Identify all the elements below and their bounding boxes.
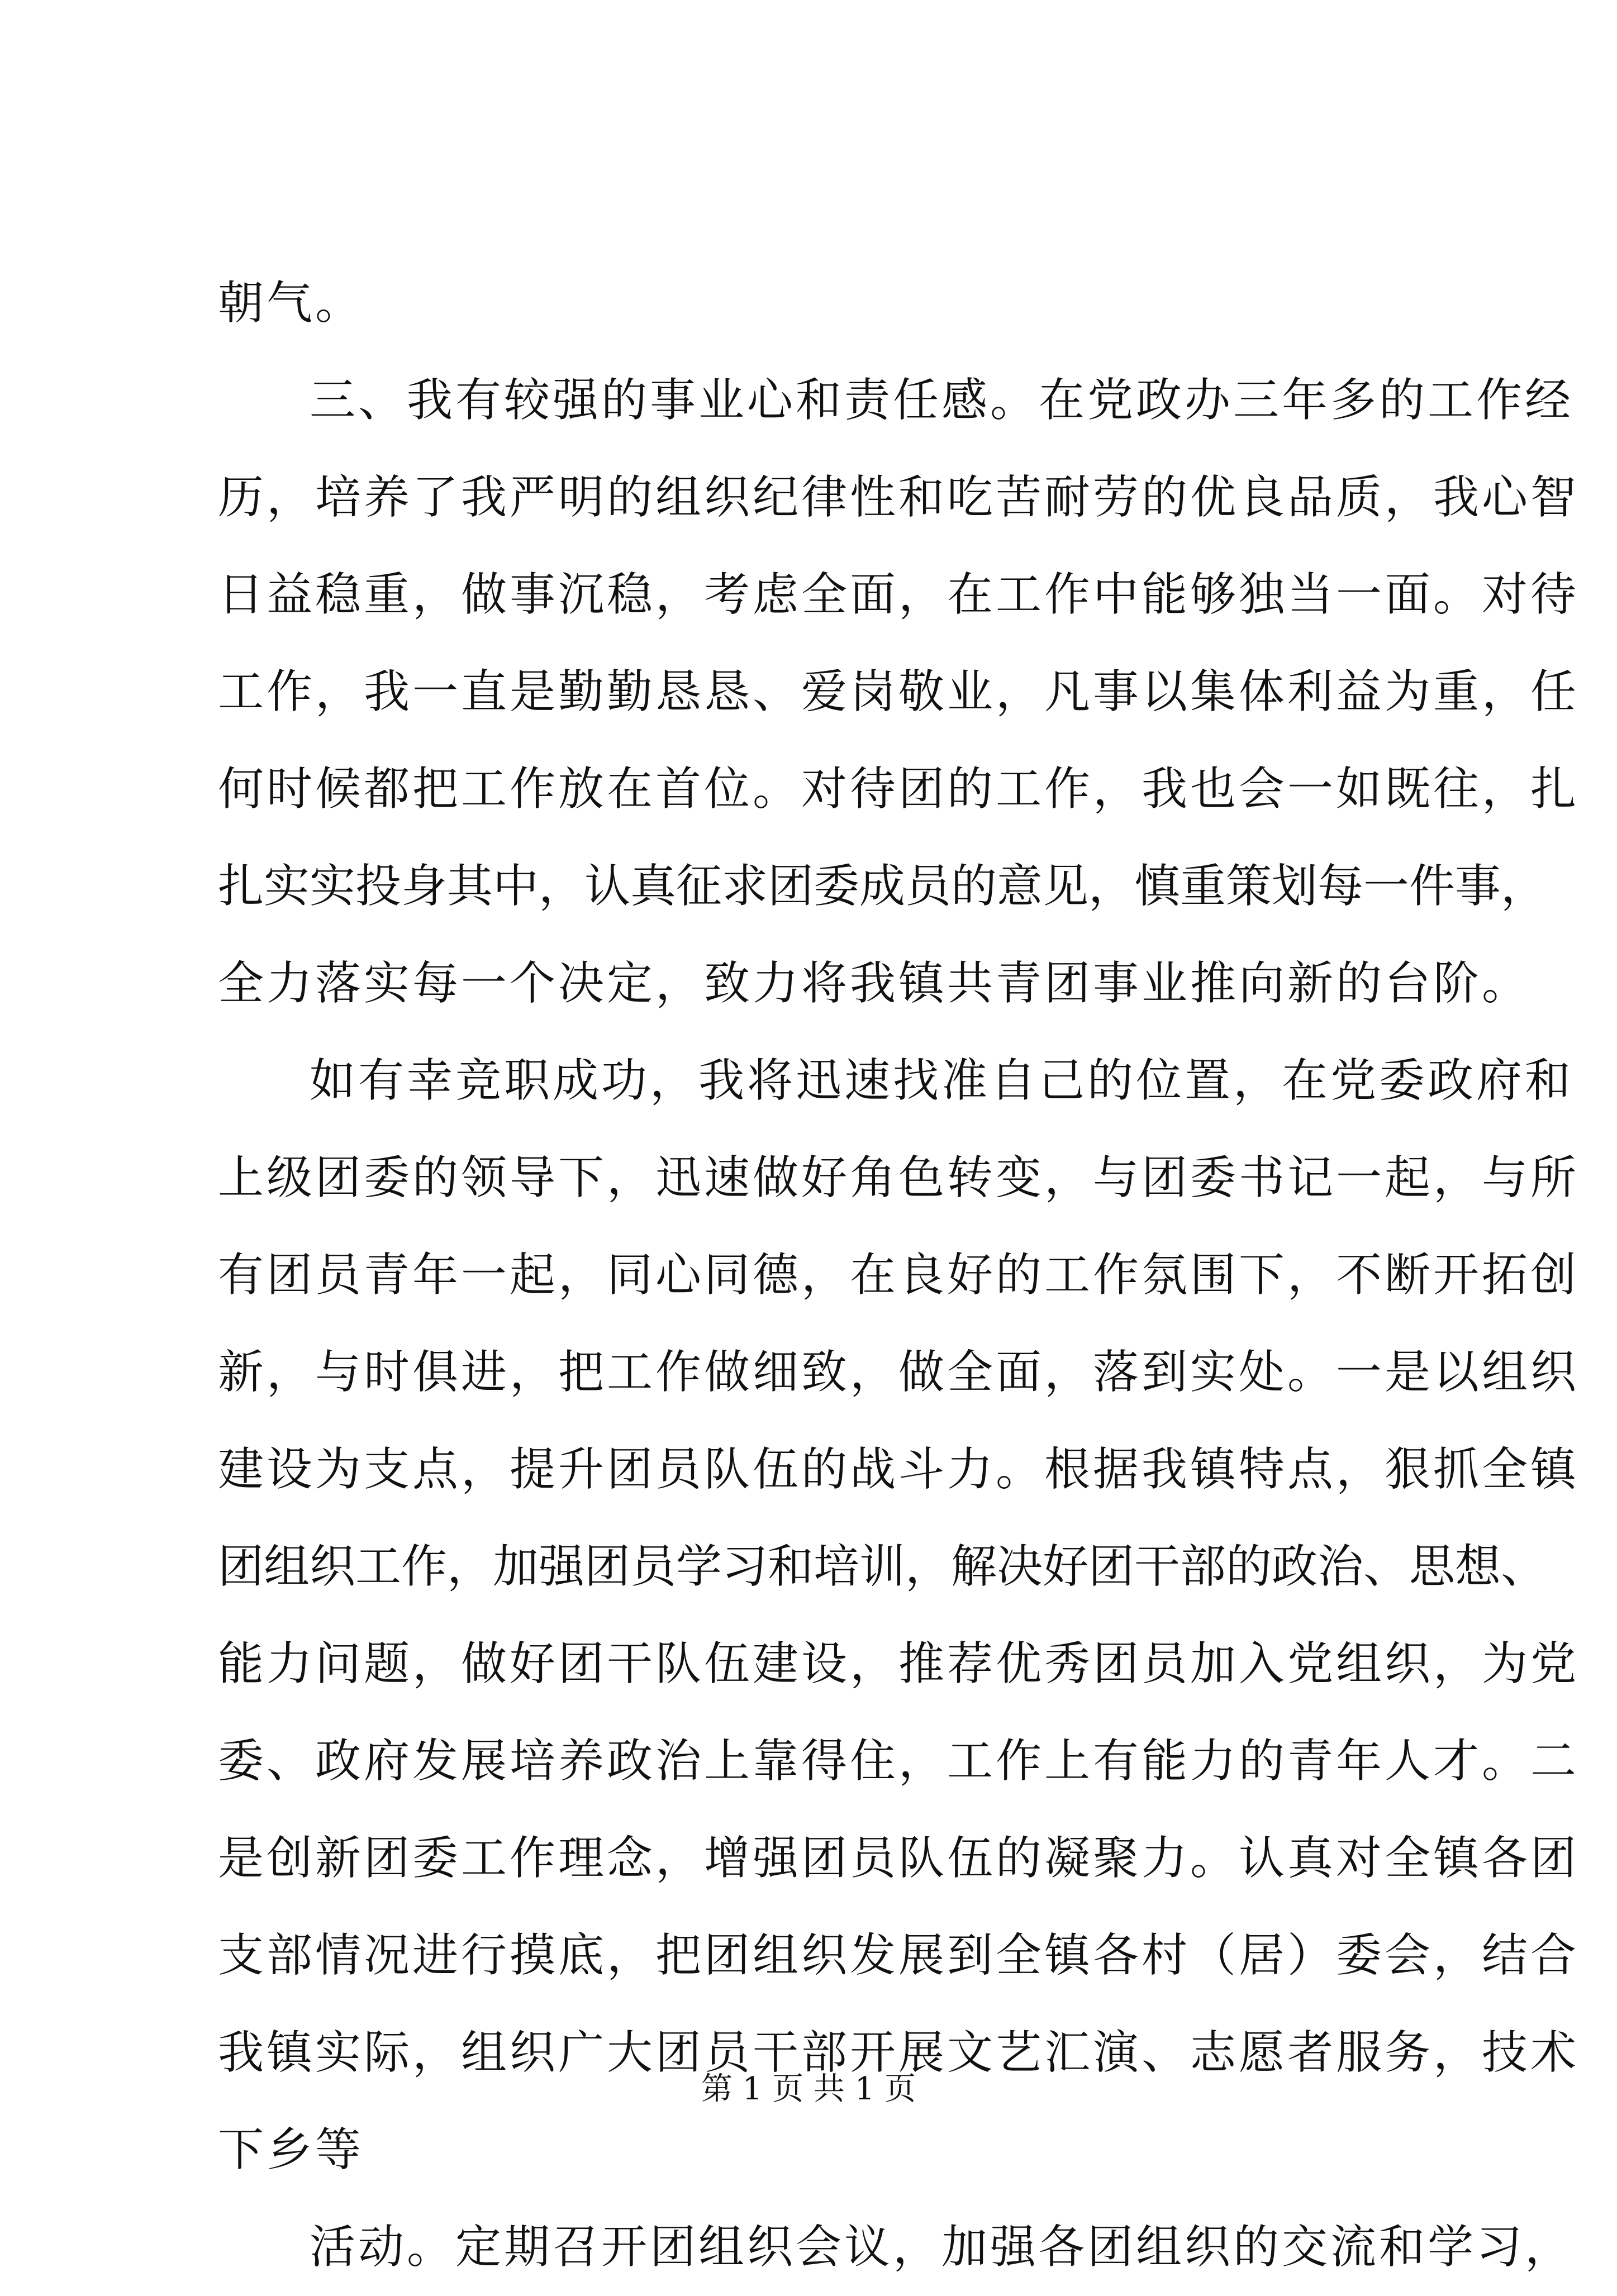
text-line: 何时候都把工作放在首位。对待团的工作，我也会一如既往，扎 xyxy=(218,763,1580,816)
text-line: 上级团委的领导下，迅速做好角色转变，与团委书记一起，与所 xyxy=(218,1151,1580,1204)
page-footer xyxy=(0,2067,1617,2112)
text-line: 新，与时俱进，把工作做细致，做全面，落到实处。一是以组织 xyxy=(218,1346,1580,1399)
text-line: 团组织工作，加强团员学习和培训，解决好团干部的政治、思想、 xyxy=(218,1540,1547,1593)
text-line: 朝气。 xyxy=(218,277,364,330)
text-line: 活动。定期召开团组织会议，加强各团组织的交流和学习， xyxy=(310,2221,1574,2274)
text-line: 有团员青年一起，同心同德，在良好的工作氛围下，不断开拓创 xyxy=(218,1249,1580,1302)
text-line: 扎实实投身其中，认真征求团委成员的意见，慎重策划每一件事， xyxy=(218,860,1547,913)
text-line: 日益稳重，做事沉稳，考虑全面，在工作中能够独当一面。对待 xyxy=(218,568,1580,621)
text-line: 下乡等 xyxy=(218,2123,364,2176)
text-line: 支部情况进行摸底，把团组织发展到全镇各村（居）委会，结合 xyxy=(218,1929,1580,1982)
text-line: 全力落实每一个决定，致力将我镇共青团事业推向新的台阶。 xyxy=(218,957,1531,1010)
page-number-label: 第 1 页 共 1 页 xyxy=(701,2071,916,2107)
text-line: 是创新团委工作理念，增强团员队伍的凝聚力。认真对全镇各团 xyxy=(218,1832,1580,1885)
body-text xyxy=(218,255,1580,2296)
text-line: 三、我有较强的事业心和责任感。在党政办三年多的工作经 xyxy=(310,374,1574,427)
text-line: 如有幸竞职成功，我将迅速找准自己的位置，在党委政府和 xyxy=(310,1054,1574,1107)
text-line: 历，培养了我严明的组织纪律性和吃苦耐劳的优良品质，我心智 xyxy=(218,471,1580,524)
text-line: 建设为支点，提升团员队伍的战斗力。根据我镇特点，狠抓全镇 xyxy=(218,1443,1580,1496)
text-line: 委、政府发展培养政治上靠得住，工作上有能力的青年人才。二 xyxy=(218,1735,1580,1788)
text-line: 能力问题，做好团干队伍建设，推荐优秀团员加入党组织，为党 xyxy=(218,1637,1580,1690)
text-line: 工作，我一直是勤勤恳恳、爱岗敬业，凡事以集体利益为重，任 xyxy=(218,665,1580,718)
text-line: 我镇实际，组织广大团员干部开展文艺汇演、志愿者服务，技术 xyxy=(218,2026,1580,2079)
